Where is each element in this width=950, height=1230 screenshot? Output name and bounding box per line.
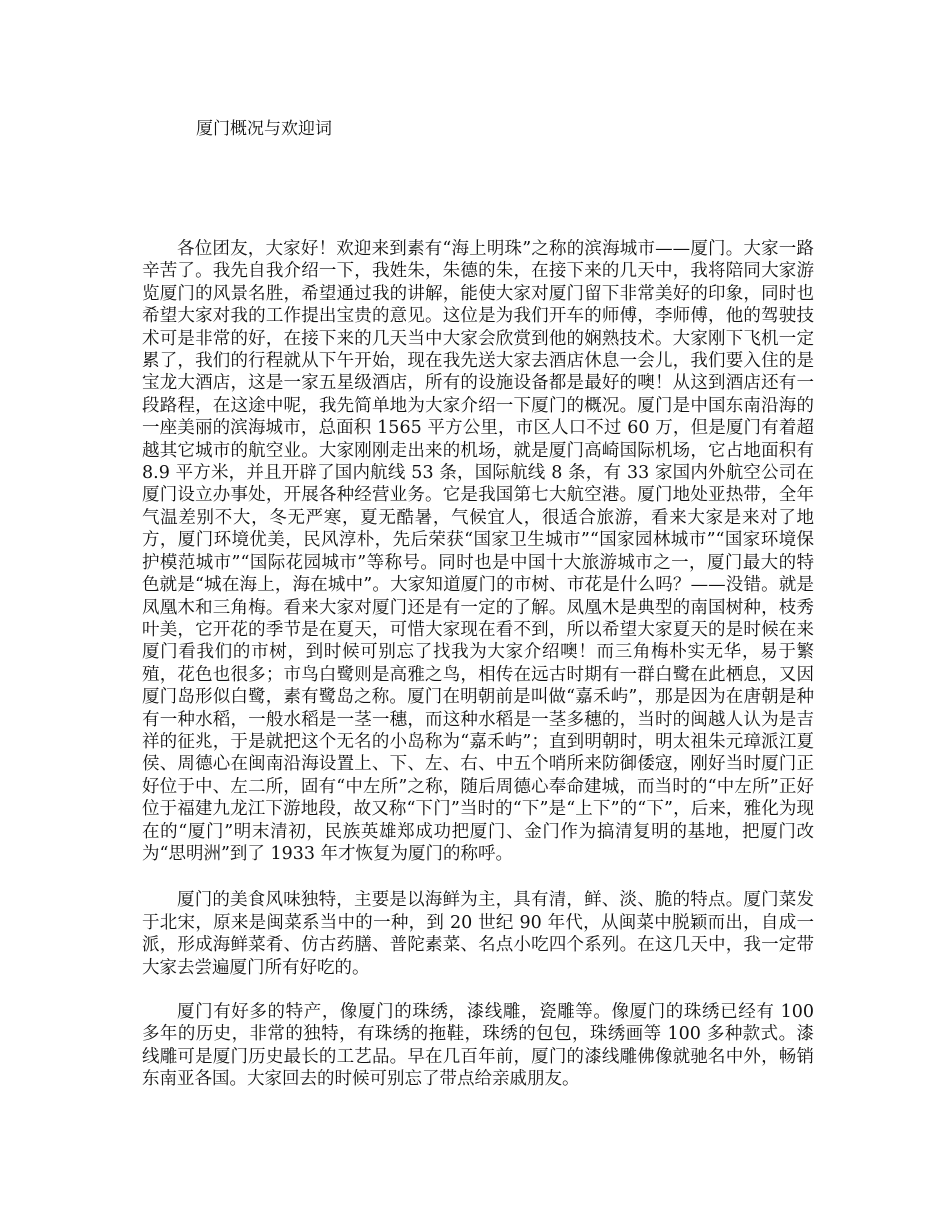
paragraph-welcome-overview: 各位团友，大家好！欢迎来到素有“海上明珠”之称的滨海城市——厦门。大家一路辛苦了。我先自我介绍一下，我姓朱，朱德的朱，在接下来的几天中，我将陪同大家游览厦门的风景名胜，希望通过我的讲解，能使大家对厦门留下非常美好的印象，同时也希望大家对我的工作提出宝贵的意见。这位是为我们开车的师傅，李师傅，他的驾驶技术可是非常的好，在接下来的几天当中大家会欣赏到他的娴熟技术。大家刚下飞机一定累了，我们的行程就从下午开始，现在我先送大家去酒店休息一会儿，我们要入住的是宝龙大酒店，这是一家五星级酒店，所有的设施设备都是最好的噢！从这到酒店还有一段路程，在这途中呢，我先简单地为大家介绍一下厦门的概况。厦门是中国东南沿海的一座美丽的滨海城市，总面积 1565 平方公里，市区人口不过 60 万，但是厦门有着超越其它城市的航空业。大家刚刚走出来的机场，就是厦门高崎国际机场，它占地面积有 8.9 平方米，并且开辟了国内航线 53 条，国际航线 8 条，有 33 家国内外航空公司在厦门设立办事处，开展各种经营业务。它是我国第七大航空港。厦门地处亚热带，全年气温差别不大，冬无严寒，夏无酷暑，气候宜人，很适合旅游，看来大家是来对了地方，厦门环境优美，民风淳朴，先后荣获“国家卫生城市”“国家园林城市”“国家环境保护模范城市”“国际花园城市”等称号。同时也是中国十大旅游城市之一，厦门最大的特色就是“城在海上，海在城中”。大家知道厦门的市树、市花是什么吗？——没错。就是凤凰木和三角梅。看来大家对厦门还是有一定的了解。凤凰木是典型的南国树种，枝秀叶美，它开花的季节是在夏天，可惜大家现在看不到，所以希望大家夏天的是时候在来厦门看我们的市树，到时候可别忘了找我为大家介绍噢！而三角梅朴实无华，易于繁殖，花色也很多；市鸟白鹭则是高雅之鸟，相传在远古时期有一群白鹭在此栖息，又因厦门岛形似白鹭，素有鹭岛之称。厦门在明朝前是叫做“嘉禾屿”，那是因为在唐朝是种有一种水稻，一般水稻是一茎一穗，而这种水稻是一茎多穗的，当时的闽越人认为是吉祥的征兆，于是就把这个无名的小岛称为“嘉禾屿”；直到明朝时，明太祖朱元璋派江夏侯、周德心在闽南沿海设置上、下、左、右、中五个哨所来防御倭寇，刚好当时厦门正好位于中、左二所，固有“中左所”之称，随后周德心奉命建城，而当时的“中左所”正好位于福建九龙江下游地段，故又称“下门”当时的“下”是“上下”的“下”，后来，雅化为现在的“厦门”明末清初，民族英雄郑成功把厦门、金门作为搞清复明的基地，把厦门改为“思明洲”到了 1933 年才恢复为厦门的称呼。 [142, 239, 814, 864]
document-title: 厦门概况与欢迎词 [196, 119, 332, 139]
paragraph-specialties: 厦门有好多的特产，像厦门的珠绣，漆线雕，瓷雕等。像厦门的珠绣已经有 100 多年的历史，非常的独特，有珠绣的拖鞋，珠绣的包包，珠绣画等 100 多种款式。漆线雕可是厦门历史最长的工艺品。早在几百年前，厦门的漆线雕佛像就驰名中外，畅销东南亚各国。大家回去的时候可别忘了带点给亲戚朋友。 [142, 1002, 814, 1090]
document-body [142, 238, 814, 1113]
paragraph-cuisine: 厦门的美食风味独特，主要是以海鲜为主，具有清，鲜、淡、脆的特点。厦门菜发于北宋，原来是闽菜系当中的一种，到 20 世纪 90 年代，从闽菜中脱颖而出，自成一派，形成海鲜菜肴、仿古药膳、普陀素菜、名点小吃四个系列。在这几天中，我一定带大家去尝遍厦门所有好吃的。 [142, 890, 814, 978]
